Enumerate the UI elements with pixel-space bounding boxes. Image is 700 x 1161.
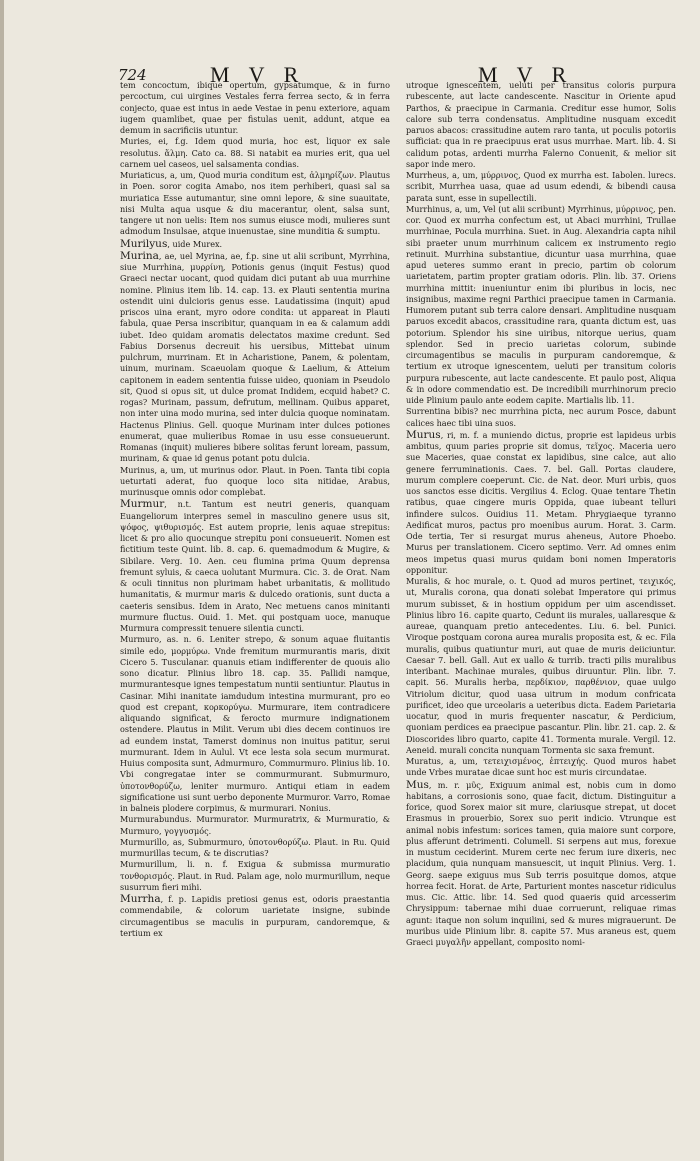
entry-text: utroque ignescentem, ueluti per transitus coloris purpura rubescente, aut lacte candescente. Nascitur in Oriente apud Parthos, & praecipue in Carmania. Creditur esse humor, Solis calore sub terra condensatus. Amplitudine nusquam excedit paruos abacos: crassitudine autem raro tanta, ut poculis potoriis sufficiat: qua in re praecipuus erat usus murrhae. Mart. lib. 4. Si calidum potas, ardenti murrha Falerno Conuenit, & melior sit sapor inde mero. xyxy=(406,80,676,169)
dictionary-entry xyxy=(406,170,676,204)
entry-headword: Murrha xyxy=(120,893,161,905)
dictionary-entry xyxy=(120,170,390,238)
entry-text: Murinus, a, um, ut murinus odor. Plaut. in Poen. Tanta tibi copia ueturtati aderat, fuo quoque loco sita nitidae, Arabus, murinusque omnis odor complebat. xyxy=(120,464,390,497)
dictionary-entry xyxy=(406,756,676,779)
dictionary-entry xyxy=(120,814,390,837)
dictionary-entry xyxy=(120,239,390,250)
dictionary-entry xyxy=(406,780,676,949)
dictionary-entry xyxy=(406,406,676,429)
dictionary-entry xyxy=(120,634,390,814)
right-column xyxy=(406,80,676,1140)
entry-text: Murmuro, as. n. 6. Leniter strepo, & sonum aquae fluitantis simile edo, μορμύρω. Vnde fremitum murmurantis maris, dixit Cicero 5. Tusculanar. quanuis etiam indifferenter de quouis alio sono dicatur. Plinius libro 18. cap. 35. Pallidi namque, murmurantesque ignes tempestatum nuntii sentiuntur. Plautus in Casinar. Mihi inanitate iamdudum intestina murmurant, pro eo quod est crepant, κορκορύγω. Murmurare, item contradicere aliquando significat, & ferocto murmure indignationem ostendere. Plautus in Milit. Verum ubi dies decem continuos ire ad eundem instat, Tamerst dominus non inuitus patitur, serui murmurant. Idem in Aulul. Vt ece lesta sola secum murmurat. Huius composita sunt, Admurmuro, Commurmuro. Plinius lib. 10. Vbi congregatae inter se commurmurant. Submurmuro, ὑποτονθορύζω, leniter murmuro. Antiqui etiam in eadem significatione usi sunt uerbo deponente Murmuror. Varro, Romae in balneis plodere corpimus, & murmurari. Nonius. xyxy=(120,634,390,813)
dictionary-entry xyxy=(406,204,676,407)
dictionary-entry xyxy=(120,465,390,499)
entry-text: Muralis, & hoc murale, o. t. Quod ad muros pertinet, τειχικός, ut, Muralis corona, qua donati solebat Imperatore qui primus murum subisset, & in hostium oppidum per uim ascendisset. Plinius libro 16. capite quarto, Cedunt iis murales, uallaresque & aureae, quanquam pretio antecedentes. Liu. 6. bel. Punici. Viroque postquam corona aurea muralis proposita est, & ec. Fila muralis, quibus quatiuntur muri, aut quae de muris deiiciuntur. Caesar 7. bell. Gall. Aut ex uallo & turrib. tracti pilis muralibus interibant. Machinae murales, quibus diruuntur. Plin. libr. 7. capit. 56. Muralis herba, περδίκιον, παρθένιον, quae uulgo Vitriolum dicitur, quod uasa uitrum in modum confricata purificet, ideo que urceolaris a ueteribus dicta. Eadem Parietaria uocatur, quod in muris frequenter nascatur, & Perdicium, quoniam perdices ea praecipue pascantur. Plin. libr. 21. cap. 2. & Dioscorides libro quarto, capite 41. Tormenta murale. Vergil. 12. Aeneid. murali concita nunquam Tormenta sic saxa fremunt. xyxy=(406,576,676,755)
dictionary-entry xyxy=(120,499,390,634)
entry-text: , n.t. Tantum est neutri generis, quanquam Euangeliorum interpres semel in masculino genere usus sit, ψόφος, ψιθυρισμός. Est autem proprie, lenis aquae strepitus: licet & pro alio quocunque strepitu poni consueuerit. Nomen est fictitium teste Quint. lib. 8. cap. 6. quemadmodum & Mugire, & Sibilare. Verg. 10. Aen. ceu flumina prima Quum deprensa fremunt syluis, & caeca uolutant Murmura. Cic. 3. de Orat. Nam & oculi tinnitus non plurimam habet urbanitatis, & mollitudo humanitatis, & murmur maris & dulcedo orationis, sunt ducta a caeteris sensibus. Idem in Arato, Nec metuens canos minitanti murmure fluctus. Ouid. 1. Met. qui postquam uoce, manuque Murmura compressit tenuere silentia cuncti. xyxy=(120,499,390,633)
entry-text: Murrheus, a, um, μύρρινος, Quod ex murrha est. Iabolen. lurecs. scribit, Murrhea uasa, quae ad usum edendi, & bibendi causa parata sunt, esse in supellectili. xyxy=(406,170,676,203)
entry-text: , m. r. μῦς, Exiguum animal est, nobis cum in domo habitans, a corrosionis sono, quae facit, dictum. Distinguitur a forice, quod Sorex maior sit mure, clariusque strepat, ut docet Erasmus in prouerbio, Sorex suo perit indicio. Vtrunque est animal nobis infestum: sorices tamen, quia maiore sunt corpore, plus afferunt detrimenti. Columell. Si serpens aut mus, forexue in mustum ceciderint. Murem certe nec ferum iure dixeris, nec placidum, quia nunquam mansuescit, ut inquit Plinius. Verg. 1. Georg. saepe exiguus mus Sub terris posuitque domos, atque horrea fecit. Horat. de Arte, Parturient montes nascetur ridiculus mus. Cic. Attic. libr. 14. Sed quod quaeris quid arcesserim Chrysippum: tabernae mihi duae corruerunt, reliquae rimas agunt: itaque non solum inquilini, sed & mures migrauerunt. De muribus uide Plinium libr. 8. capite 57. Mus araneus est, quem Graeci μυγαλῆν appellant, composito nomi- xyxy=(406,779,676,947)
entry-text: Muriaticus, a, um, Quod muria conditum est, ἁλμηρίζων. Plautus in Poen. soror cogita Amabo, nos item perhiberi, quasi sal sa muriatica Esse autumantur, sine omni lepore, & sine suauitate, nisi Multa aqua usque & diu macerantur, olent, salsa sunt, tangere ut non uelis: Item nos sumus eiusce modi, mulieres sunt admodum Insulsae, atque inuenustae, sine munditia & sumptu. xyxy=(120,170,390,237)
entry-text: , ae, uel Myrina, ae, f.p. sine ut alii scribunt, Myrrhina, siue Murrhina, μυρρίνη, Potionis genus (inquit Festus) quod Graeci nectar uocant, quod quidam dici putant ab uua murrhine nomine. Plinius item lib. 14. cap. 13. ex Plauti sententia murina ostendit uini dulcioris genus esse. Laudatissima (inquit) apud priscos uina erant, myro odore condita: ut appareat in Plauti fabula, quae Persa inscribitur, quanquam in ea & calamum addi iubet. Ideo quidam aromatis delectatos maxime credunt. Sed Fabius Dorsenus decreuit his uersibus, Mittebat uinum pulchrum, murrinam. Et in Acharistione, Panem, & polentam, uinum, murinam. Scaeuolam quoque & Laelium, & Atteium capitonem in eadem sententia fuisse uideo, quoniam in Pseudolo sit, Quod si opus sit, ut dulce promat Indidem, ecquid habet? C. rogas? Murinam, passum, defrutum, mellinam. Quibus apparet, non inter uina modo murina, sed inter dulcia quoque nominatam. Hactenus Plinius. Gell. quoque Murinam inter dulces potiones enumerat, quae mulieribus Romae in usu esse consueuerunt. Romanas (inquit) mulieres bibere solitas ferunt loream, passum, murinam, & quae id genus potant potu dulcia. xyxy=(120,250,390,464)
entry-text: Murmurabundus. Murmurator. Murmuratrix, & Murmuratio, & Murmuro, γογγυσμός. xyxy=(120,814,390,836)
running-head-right: M V R xyxy=(478,62,574,87)
page-edge xyxy=(0,0,4,1161)
entry-headword: Murmur xyxy=(120,498,165,511)
running-head-left: M V R xyxy=(210,62,306,87)
entry-headword: Mus xyxy=(406,778,429,791)
entry-headword: Murus xyxy=(406,428,441,441)
entry-text: , f. p. Lapidis pretiosi genus est, odoris praestantia commendabile, & colorum uarietate insigne, subinde circumagentibus se maculis in purpuram, candoremque, & tertium ex xyxy=(120,894,390,938)
dictionary-entry xyxy=(120,859,390,893)
dictionary-entry xyxy=(406,80,676,170)
page-number: 724 xyxy=(118,66,147,84)
entry-headword: Murilyus xyxy=(120,237,168,250)
entry-text: Surrentina bibis? nec murrhina picta, nec aurum Posce, dabunt calices haec tibi uina suos. xyxy=(406,406,676,428)
dictionary-entry xyxy=(120,251,390,465)
dictionary-entry xyxy=(406,430,676,576)
dictionary-entry xyxy=(120,837,390,860)
dictionary-entry xyxy=(406,576,676,756)
entry-headword: Murina xyxy=(120,249,159,262)
entry-text: , uide Murex. xyxy=(167,238,223,249)
entry-text: Murrhinus, a, um, Vel (ut alii scribunt) Myrrhinus, μύρρινος, pen. cor. Quod ex murrha confectum est, ut Abaci murrhini, Trullae murrhinae, Pocula murrhina. Suet. in Aug. Alexandria capta nihil sibi praeter unum murrhinum calicem ex instrumento regio retinuit. Murrhina substantiue, dicuntur uasa murrhina, quae apud ueteres summo erant in precio, partim ob colorum uarietatem, partim propter gratiam odoris. Plin. lib. 37. Oriens murrhina mittit: inueniuntur enim ibi pluribus in locis, nec insignibus, maxime regni Parthici praecipue tamen in Carmania. Humorem putant sub terra calore densari. Amplitudine nusquam paruos excedit abacos, crassitudine rara, quanta dictum est, uas potorium. Splendor his sine uiribus, nitorque uerius, quam splendor. Sed in precio uarietas colorum, subinde circumagentibus se maculis in purpuram candoremque, & tertium ex utroque ignescentem, ueluti per transitum coloris purpura rubescente, aut lacte candescente. Et paulo post, Aliqua & in odore commendatio est. De incredibili murrhinorum precio uide Plinium paulo ante eodem capite. Martialis lib. 11. xyxy=(406,203,676,405)
dictionary-entry xyxy=(120,136,390,170)
left-column xyxy=(120,80,390,1140)
dictionary-entry xyxy=(120,80,390,136)
dictionary-entry xyxy=(120,894,390,939)
entry-text: Murmurillo, as, Submurmuro, ὑποτονθορύζω. Plaut. in Ru. Quid murmurillas tecum, & te discrutias? xyxy=(120,836,390,858)
entry-text: Muries, ei, f.g. Idem quod muria, hoc est, liquor ex sale resolutus. ἅλμη. Cato ca. 88. Si natabit ea muries erit, qua uel carnem uel caseos, uel salsamenta condias. xyxy=(120,136,390,169)
entry-text: tem concoctum, ibique opertum, gypsatumque, & in furno percoctum, cui uirgines Vestales ferra ferrea secto, & in ferra conjecto, quae est intus in aede Vestae in penu exteriore, aquam iugem quamlibet, quae per fistulas uenit, addunt, atque ea demum in sacrificiis utuntur. xyxy=(120,80,390,135)
entry-text: Muratus, a, um, τετειχισμένος, ἐπτειχής. Quod muros habet unde Vrbes muratae dicae sunt hoc est muris circundatae. xyxy=(406,756,676,778)
entry-text: Murmurillum, li. n. f. Exigua & submissa murmuratio τονθορισμός. Plaut. in Rud. Palam age, nolo murmurillum, neque susurrum fieri mihi. xyxy=(120,859,390,892)
entry-text: , ri, m. f. a muniendo dictus, proprie est lapideus urbis ambitus, quum paries proprie sit domus, τεῖχος. Maceria uero sue Maceries, quae constat ex lapidibus, sine calce, aut alio genere ferruminationis. Caes. 7. bel. Gall. Portas claudere, murum complere coeperunt. Cic. de Nat. deor. Muri urbis, quos uos sanctos esse dicitis. Vergilius 4. Eclog. Quae tentare Thetin ratibus, quae cingere muris Oppida, quae iubeant telluri infindere sulcos. Ouidius 11. Metam. Phrygiaeque tyranno Aedificat muros, pactus pro moenibus aurum. Horat. 3. Carm. Ode tertia, Ter si resurgat murus aheneus, Autore Phoebo. Murus per translationem. Cicero septimo. Verr. Ad omnes enim meos impetus quasi murus quidam boni nomen Imperatoris opponitur. xyxy=(406,429,676,575)
